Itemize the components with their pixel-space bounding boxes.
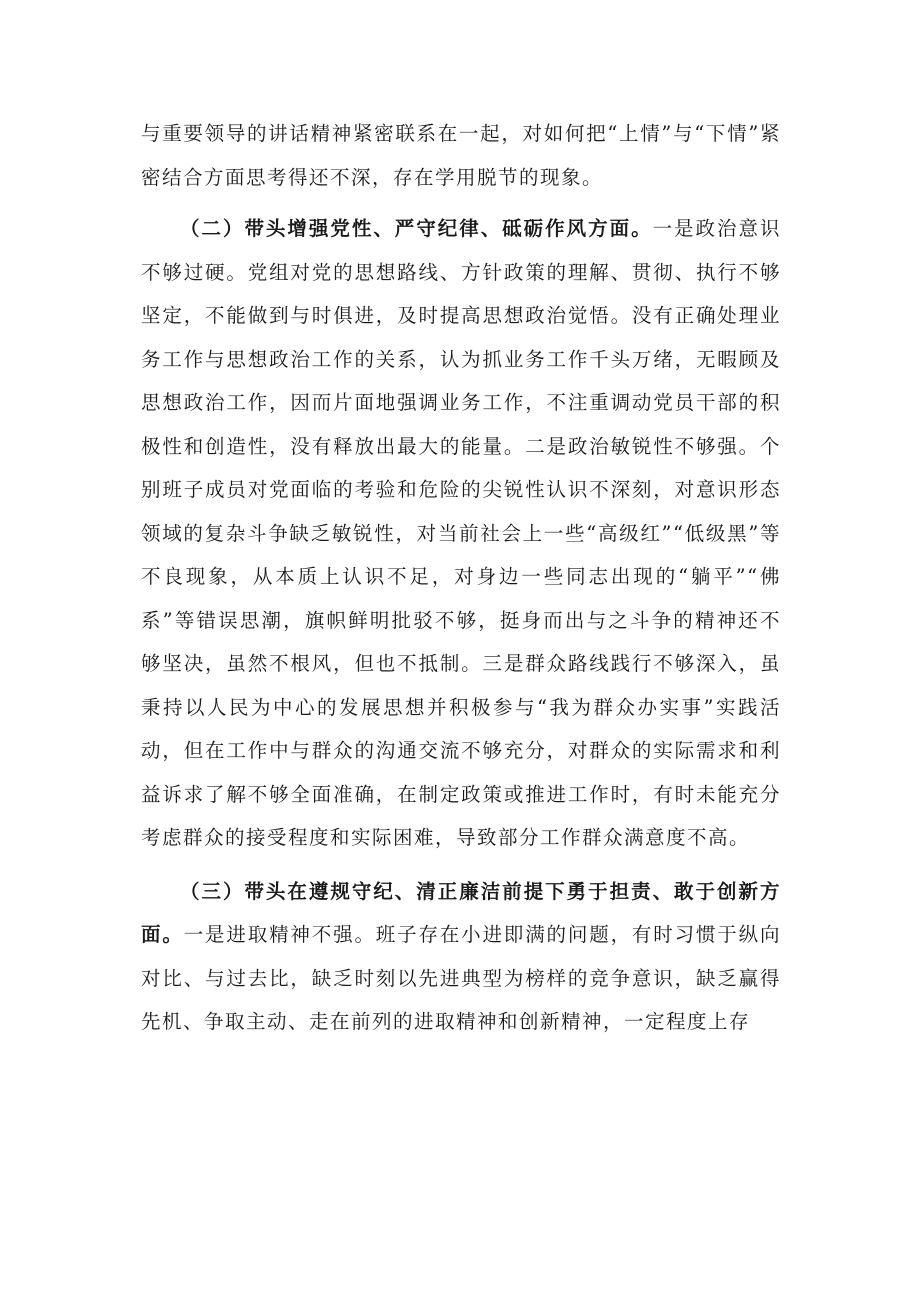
section-heading-three: （三）带头在遵规守纪、清正廉洁前提下勇于担责、敢于创新方面。 bbox=[141, 879, 781, 946]
section-heading-two: （二）带头增强党性、严守纪律、砥砺作风方面。 bbox=[180, 217, 653, 240]
paragraph-section-three bbox=[141, 870, 781, 1044]
paragraph-continuation bbox=[141, 112, 781, 199]
paragraph-section-two bbox=[141, 207, 781, 860]
document-body bbox=[141, 112, 781, 1044]
paragraph-body: 一是政治意识不够过硬。党组对党的思想路线、方针政策的理解、贯彻、执行不够坚定，不能做到与时俱进，及时提高思想政治觉悟。没有正确处理业务工作与思想政治工作的关系，认为抓业务工作千头万绪，无暇顾及思想政治工作，因而片面地强调业务工作，不注重调动党员干部的积极性和创造性，没有释放出最大的能量。二是政治敏锐性不够强。个别班子成员对党面临的考验和危险的尖锐性认识不深刻，对意识形态领域的复杂斗争缺乏敏锐性，对当前社会上一些“高级红”“低级黑”等不良现象，从本质上认识不足，对身边一些同志出现的“躺平”“佛系”等错误思潮，旗帜鲜明批驳不够，挺身而出与之斗争的精神还不够坚决，虽然不根风，但也不抵制。三是群众路线践行不够深入，虽秉持以人民为中心的发展思想并积极参与“我为群众办实事”实践活动，但在工作中与群众的沟通交流不够充分，对群众的实际需求和利益诉求了解不够全面准确，在制定政策或推进工作时，有时未能充分考虑群众的接受程度和实际困难，导致部分工作群众满意度不高。 bbox=[141, 217, 781, 849]
paragraph-body: 与重要领导的讲话精神紧密联系在一起，对如何把“上情”与“下情”紧密结合方面思考得还不深，存在学用脱节的现象。 bbox=[141, 122, 781, 189]
paragraph-body: 一是进取精神不强。班子存在小进即满的问题，有时习惯于纵向对比、与过去比，缺乏时刻以先进典型为榜样的竞争意识，缺乏赢得先机、争取主动、走在前列的进取精神和创新精神，一定程度上存 bbox=[141, 923, 781, 1033]
